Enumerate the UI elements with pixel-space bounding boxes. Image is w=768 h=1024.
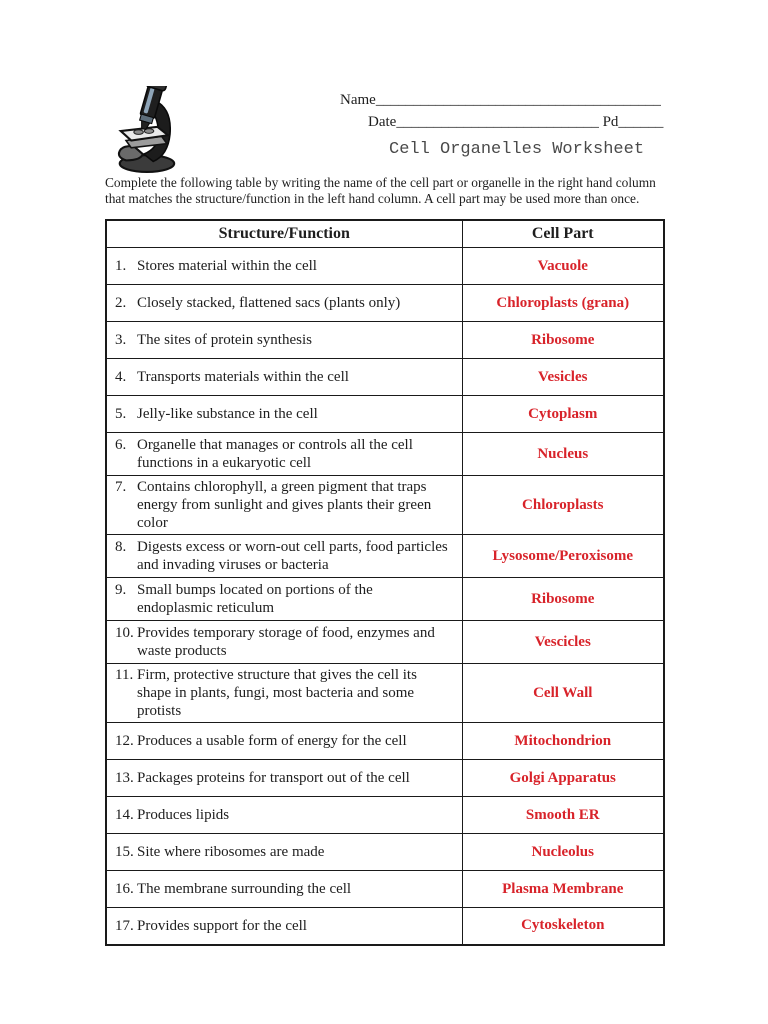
- row-number: 7.: [115, 479, 127, 495]
- worksheet-table: [105, 219, 665, 946]
- structure-text: Produces lipids: [137, 807, 230, 823]
- table-row: [106, 433, 664, 476]
- microscope-icon: [113, 86, 183, 174]
- table-row: [106, 322, 664, 359]
- structure-cell: [106, 834, 462, 871]
- cell-part-answer: Vescicles: [462, 621, 664, 664]
- header-block: [340, 89, 670, 133]
- cell-part-answer: Chloroplasts: [462, 476, 664, 535]
- structure-cell: [106, 621, 462, 664]
- structure-cell: [106, 433, 462, 476]
- structure-text: Provides temporary storage of food, enzymes and waste products: [137, 625, 435, 659]
- table-row: [106, 834, 664, 871]
- structure-cell: [106, 797, 462, 834]
- table-row: [106, 908, 664, 945]
- structure-text: Small bumps located on portions of the endoplasmic reticulum: [137, 582, 373, 616]
- table-row: [106, 760, 664, 797]
- structure-cell: [106, 871, 462, 908]
- instructions-text: Complete the following table by writing the name of the cell part or organelle in the right hand column that matches the structure/function in the left hand column. A cell part may be used more than once.: [105, 175, 656, 206]
- structure-text: Jelly-like substance in the cell: [137, 406, 318, 422]
- row-number: 1.: [115, 258, 127, 274]
- row-number: 5.: [115, 406, 127, 422]
- cell-part-answer: Cytoplasm: [462, 396, 664, 433]
- table-row: [106, 359, 664, 396]
- structure-cell: [106, 322, 462, 359]
- table-header-row: [106, 220, 664, 248]
- name-line: [340, 89, 670, 111]
- structure-cell: [106, 908, 462, 945]
- cell-part-answer: Lysosome/Peroxisome: [462, 535, 664, 578]
- date-blank-line: ___________________________: [396, 114, 599, 130]
- row-number: 15.: [115, 844, 134, 860]
- structure-text: Transports materials within the cell: [137, 369, 349, 385]
- cell-part-answer: Ribosome: [462, 578, 664, 621]
- cell-part-answer: Nucleus: [462, 433, 664, 476]
- table-row: [106, 396, 664, 433]
- row-number: 8.: [115, 539, 127, 555]
- structure-cell: [106, 760, 462, 797]
- table-row: [106, 476, 664, 535]
- structure-cell: [106, 723, 462, 760]
- date-label: Date: [368, 114, 397, 130]
- structure-cell: [106, 664, 462, 723]
- structure-cell: [106, 285, 462, 322]
- row-number: 6.: [115, 437, 127, 453]
- name-label: Name: [340, 92, 376, 108]
- date-line: [340, 111, 670, 133]
- structure-text: Provides support for the cell: [137, 917, 307, 934]
- row-number: 9.: [115, 582, 127, 598]
- structure-text: Produces a usable form of energy for the cell: [137, 733, 407, 749]
- structure-text: The membrane surrounding the cell: [137, 881, 352, 897]
- row-number: 14.: [115, 807, 134, 823]
- structure-cell: [106, 359, 462, 396]
- structure-text: Digests excess or worn-out cell parts, food particles and invading viruses or bacteria: [137, 539, 448, 573]
- table-row: [106, 535, 664, 578]
- cell-part-header: Cell Part: [462, 220, 664, 248]
- table-row: [106, 621, 664, 664]
- structure-text: Firm, protective structure that gives the cell its shape in plants, fungi, most bacteria and some protists: [137, 667, 417, 719]
- table-row: [106, 723, 664, 760]
- cell-part-answer: Vesicles: [462, 359, 664, 396]
- table-row: [106, 248, 664, 285]
- page-title: Cell Organelles Worksheet: [389, 140, 645, 159]
- table-row: [106, 285, 664, 322]
- cell-part-answer: Golgi Apparatus: [462, 760, 664, 797]
- structure-text: The sites of protein synthesis: [137, 332, 312, 348]
- structure-cell: [106, 396, 462, 433]
- table-row: [106, 578, 664, 621]
- structure-cell: [106, 248, 462, 285]
- cell-part-answer: Ribosome: [462, 322, 664, 359]
- row-number: 3.: [115, 332, 127, 348]
- cell-part-answer: Cytoskeleton: [462, 908, 664, 945]
- structure-text: Contains chlorophyll, a green pigment that traps energy from sunlight and gives plants their green color: [137, 479, 432, 531]
- structure-text: Stores material within the cell: [137, 258, 317, 274]
- cell-part-answer: Nucleolus: [462, 834, 664, 871]
- name-blank-line: ______________________________________: [375, 92, 661, 108]
- row-number: 12.: [115, 733, 134, 749]
- row-number: 10.: [115, 625, 134, 641]
- cell-part-answer: Smooth ER: [462, 797, 664, 834]
- row-number: 13.: [115, 770, 134, 786]
- structure-text: Organelle that manages or controls all the cell functions in a eukaryotic cell: [137, 437, 413, 471]
- structure-text: Packages proteins for transport out of the cell: [137, 770, 410, 786]
- pd-blank-line: ______: [618, 114, 664, 130]
- table-row: [106, 871, 664, 908]
- table-row: [106, 797, 664, 834]
- cell-part-answer: Vacuole: [462, 248, 664, 285]
- pd-label: Pd: [598, 114, 619, 130]
- table-row: [106, 664, 664, 723]
- row-number: 16.: [115, 881, 134, 897]
- row-number: 11.: [115, 667, 134, 683]
- row-number: 2.: [115, 295, 127, 311]
- structure-text: Closely stacked, flattened sacs (plants only): [137, 295, 401, 311]
- structure-text: Site where ribosomes are made: [137, 844, 325, 860]
- cell-part-answer: Plasma Membrane: [462, 871, 664, 908]
- cell-part-answer: Cell Wall: [462, 664, 664, 723]
- structure-cell: [106, 476, 462, 535]
- structure-cell: [106, 535, 462, 578]
- structure-cell: [106, 578, 462, 621]
- row-number: 17.: [115, 917, 134, 934]
- cell-part-answer: Chloroplasts (grana): [462, 285, 664, 322]
- cell-part-answer: Mitochondrion: [462, 723, 664, 760]
- structure-function-header: Structure/Function: [106, 220, 462, 248]
- worksheet-table-body: [106, 248, 664, 945]
- row-number: 4.: [115, 369, 127, 385]
